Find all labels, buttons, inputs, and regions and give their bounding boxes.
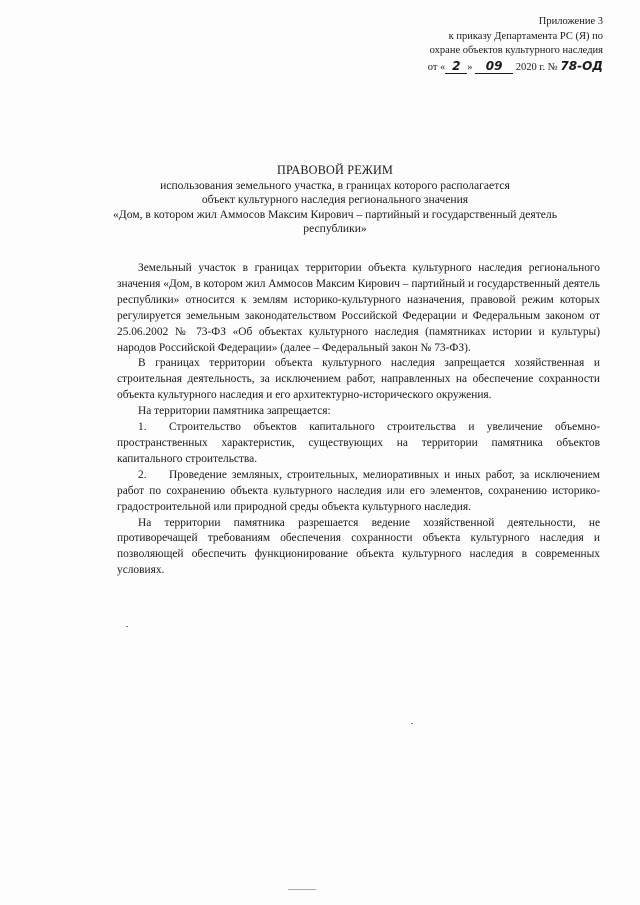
- list-item-text: Проведение земляных, строительных, мелиоративных и иных работ, за исключением работ по сохранению объекта культурного наследия или его элементов, сохранению историко-градостроительной или природной среды объекта культурного наследия.: [117, 468, 600, 513]
- list-item-2: [117, 468, 600, 516]
- appendix-header: [428, 15, 603, 75]
- scan-speck: [288, 889, 316, 890]
- handwritten-month: 09: [475, 59, 513, 75]
- date-prefix: от «: [427, 61, 446, 73]
- paragraph-permitted-activity: На территории памятника разрешается ведение хозяйственной деятельности, не противоречащей требованиям обеспечения сохранности объекта культурного наследия и позволяющей обеспечить функционирование объекта культурного наследия в современных условиях.: [117, 516, 600, 577]
- list-item-number: 2.: [138, 468, 147, 481]
- paragraph-prohibited-activity: В границах территории объекта культурного наследия запрещается хозяйственная и строительная деятельность, за исключением работ, направленных на обеспечение сохранности объекта культурного наследия и его архитектурно-исторического окружения.: [117, 357, 600, 402]
- paragraph-land-plot: Земельный участок в границах территории объекта культурного наследия регионального значения «Дом, в котором жил Аммосов Максим Кирович – партийный и государственный деятель республики» относится к землям историко-культурного назначения, правовой режим которых регулируется земельным законодательством Российской Федерации и Федеральным законом от 25.06.2002 № 73-ФЗ «Об объектах культурного наследия (памятниках истории и культуры) народов Российской Федерации» (далее – Федеральный закон № 73-ФЗ).: [117, 262, 600, 354]
- handwritten-day: 2: [445, 59, 467, 75]
- document-title-block: [70, 163, 600, 237]
- document-title: ПРАВОВОЙ РЕЖИМ: [276, 163, 394, 177]
- title-subline-1: использования земельного участка, в границах которого располагается: [160, 178, 510, 192]
- scan-speck: [126, 626, 128, 627]
- appendix-order-ref: к приказу Департамента РС (Я) по: [448, 30, 603, 42]
- title-subline-2: объект культурного наследия регионального значения: [201, 193, 469, 207]
- handwritten-order-number: 78-ОД: [560, 58, 603, 73]
- date-year-number: 2020 г. №: [515, 61, 558, 73]
- paragraph-prohibited-heading: На территории памятника запрещается:: [138, 405, 331, 418]
- list-item-1: [117, 420, 600, 468]
- appendix-title: Приложение 3: [538, 16, 603, 27]
- date-mid: »: [467, 61, 473, 73]
- title-subline-4: республики»: [303, 222, 367, 236]
- scan-speck: [411, 723, 413, 724]
- appendix-department: охране объектов культурного наследия: [429, 45, 603, 56]
- title-subline-3: «Дом, в котором жил Аммосов Максим Кирович – партийный и государственный деятель: [112, 207, 557, 221]
- list-item-text: Строительство объектов капитального строительства и увеличение объемно-пространственных характеристик, существующих на территории памятника объектов капитального строительства.: [117, 421, 600, 465]
- appendix-date-line: [428, 59, 603, 76]
- document-body: [117, 261, 600, 579]
- list-item-number: 1.: [138, 421, 147, 434]
